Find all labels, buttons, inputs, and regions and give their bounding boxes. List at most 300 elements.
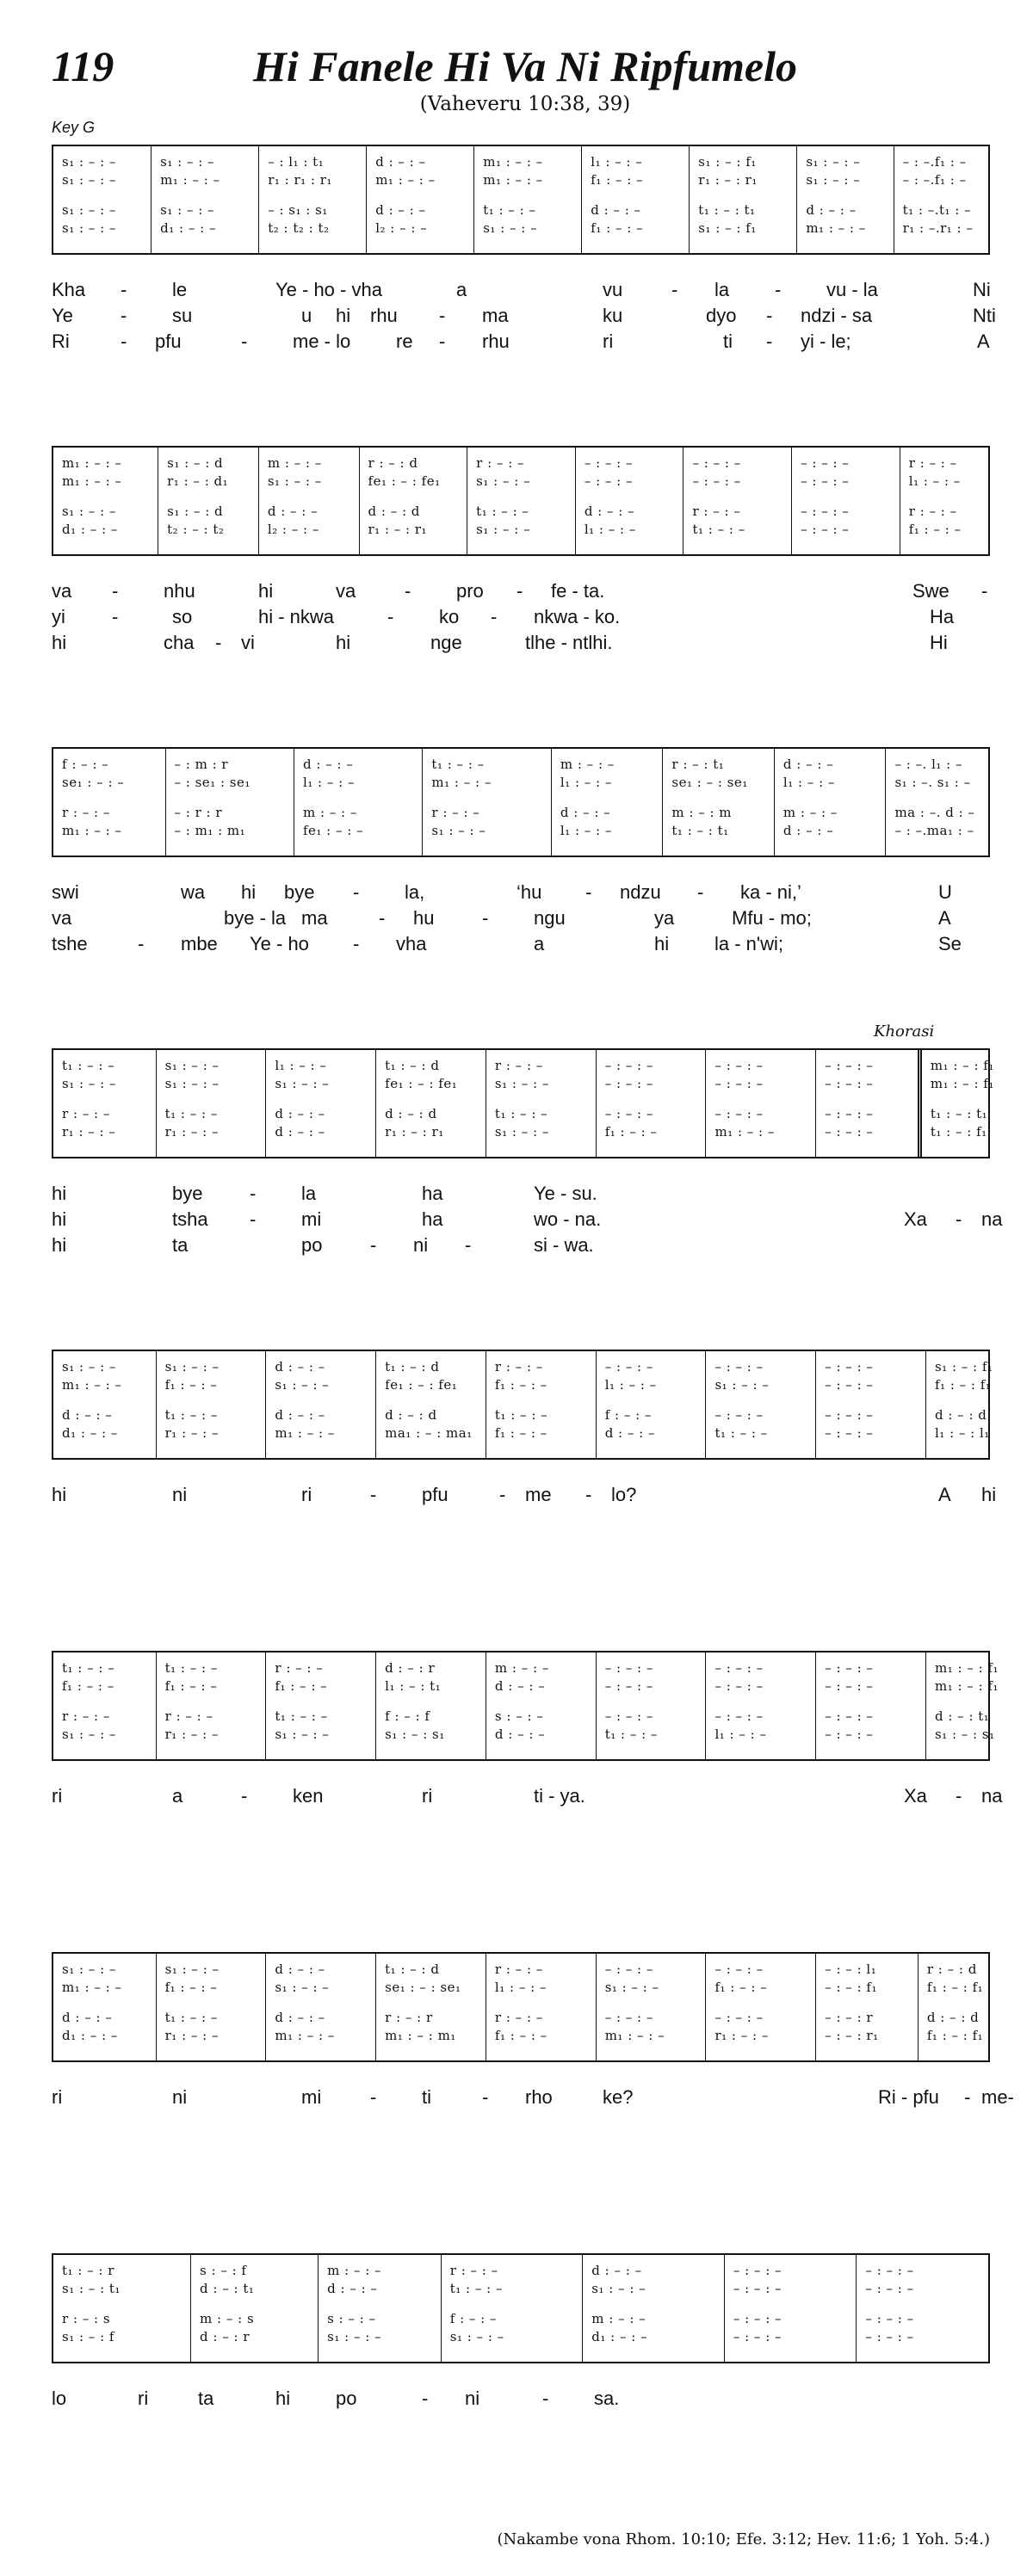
soprano-part: t₁ : – : – [164, 1660, 218, 1676]
lyric-syllable: ta [172, 1234, 189, 1256]
tenor-part: t₁ : – : – [164, 1106, 218, 1121]
soprano-part: m : – : – [327, 2263, 382, 2278]
lyric-syllable: lo [52, 2388, 67, 2409]
measure [156, 1050, 266, 1157]
lyric-syllable: va [336, 580, 356, 602]
alto-part: l₁ : – : – [560, 775, 612, 790]
tenor-part: f : – : – [449, 2311, 497, 2326]
tenor-part: r : – : s [62, 2311, 111, 2326]
measure [486, 1050, 596, 1157]
bass-part: m₁ : – : – [806, 220, 866, 236]
lyric-syllable: po [301, 1234, 323, 1256]
measure [596, 1954, 706, 2060]
lyric-syllable: Ye - su. [534, 1183, 597, 1204]
lyric-syllable: ha [422, 1208, 443, 1230]
lyric-syllable: ri [52, 1785, 63, 1807]
tenor-part: t₁ : – : – [164, 2010, 218, 2025]
measure [53, 146, 151, 253]
measure [486, 1652, 596, 1759]
tenor-part: f : – : – [604, 1407, 652, 1423]
lyric-syllable: Xa [904, 1208, 927, 1230]
bass-part: d : – : – [782, 823, 834, 838]
soprano-part: s₁ : – : – [62, 1359, 116, 1374]
bass-part: d₁ : – : – [62, 522, 118, 537]
soprano-part: – : – : – [714, 1961, 764, 1977]
soprano-part: s₁ : – : – [164, 1359, 220, 1374]
lyric-syllable: vu - la [826, 279, 878, 300]
bass-part: s₁ : – : f [62, 2329, 114, 2344]
lyric-syllable: - [422, 2388, 429, 2409]
soprano-part: s₁ : – : – [164, 1961, 220, 1977]
measure [596, 1050, 706, 1157]
lyric-syllable: mi [301, 1208, 322, 1230]
measure [705, 1050, 815, 1157]
lyric-syllable: hi [52, 1234, 67, 1256]
lyric-syllable: lo? [611, 1484, 637, 1505]
alto-part: s₁ : – : t₁ [62, 2281, 121, 2296]
alto-part: m₁ : – : – [62, 473, 122, 489]
tenor-part: – : – : – [604, 1708, 653, 1724]
lyric-syllable: me [525, 1484, 552, 1505]
soprano-part: m : – : – [560, 757, 615, 772]
lyric-syllable: Se [938, 933, 962, 954]
lyric-syllable: hi [654, 933, 670, 954]
lyric-syllable: dyo [706, 305, 737, 326]
measure [815, 1351, 925, 1458]
lyric-syllable: - [353, 881, 360, 903]
tenor-part: d : – : d [926, 2010, 980, 2025]
music-system [0, 2253, 1033, 2537]
lyric-syllable: - [585, 881, 592, 903]
alto-part: d : – : t₁ [200, 2281, 255, 2296]
bass-part: f₁ : – : – [591, 220, 644, 236]
hymn-header [0, 0, 1033, 138]
alto-part: l₁ : – : – [604, 1377, 657, 1393]
solfa-staff [52, 2253, 990, 2363]
alto-part: se₁ : – : – [62, 775, 125, 790]
measure [258, 448, 359, 554]
bass-part: t₁ : – : f₁ [930, 1124, 987, 1140]
lyric-syllable: - [499, 1484, 506, 1505]
bass-part: f₁ : – : – [908, 522, 962, 537]
lyric-syllable: Ri - pfu [878, 2086, 939, 2108]
lyric-syllable: - [121, 305, 127, 326]
soprano-part: r : – : d [368, 455, 418, 471]
tenor-part: d : – : – [560, 805, 611, 820]
lyric-syllable: - [387, 606, 394, 627]
tenor-part: r : – : – [908, 503, 957, 519]
bass-part: s₁ : – : – [494, 1124, 549, 1140]
alto-part: f₁ : – : – [494, 1377, 547, 1393]
measure [366, 146, 473, 253]
alto-part: – : – : – [584, 473, 633, 489]
soprano-part: s₁ : – : – [160, 154, 215, 170]
bass-part: f₁ : – : – [494, 2028, 547, 2043]
soprano-part: t₁ : – : r [62, 2263, 114, 2278]
tenor-part: d : – : – [275, 2010, 325, 2025]
bass-part: – : – : – [825, 1124, 874, 1140]
alto-part: m₁ : – : – [431, 775, 492, 790]
bass-part: m₁ : – : – [275, 2028, 335, 2043]
lyric-syllable: - [465, 1234, 472, 1256]
alto-part: l₁ : – : – [494, 1980, 547, 1995]
tenor-part: r : – : – [62, 1708, 110, 1724]
measure [258, 146, 366, 253]
solfa-staff [52, 1651, 999, 1761]
measure [925, 1652, 999, 1759]
tenor-part: d : – : – [584, 503, 635, 519]
measure [885, 749, 988, 856]
lyric-syllable: - [370, 2086, 377, 2108]
solfa-staff [52, 1952, 990, 2062]
bass-part: s₁ : – : f₁ [698, 220, 757, 236]
lyric-syllable: ku [603, 305, 623, 326]
alto-part: s₁ : – : – [275, 1980, 330, 1995]
lyric-syllable: - [542, 2388, 549, 2409]
lyric-syllable: ndzi - sa [801, 305, 873, 326]
alto-part: d : – : – [327, 2281, 378, 2296]
measure [774, 749, 886, 856]
alto-part: f₁ : – : – [164, 1678, 218, 1694]
alto-part: s₁ : – : – [806, 172, 861, 188]
bass-part: l₁ : – : – [714, 1727, 767, 1742]
lyric-syllable: bye - la [224, 907, 287, 929]
bass-part: f₁ : – : – [604, 1124, 658, 1140]
measure [190, 2255, 318, 2362]
lyric-syllable: ri [603, 330, 614, 352]
tenor-part: d : – : – [62, 1407, 113, 1423]
solfa-staff [52, 747, 990, 857]
bass-part: r₁ : – : – [164, 1124, 219, 1140]
soprano-part: m₁ : – : f₁ [934, 1660, 999, 1676]
bass-part: – : – : – [733, 2329, 782, 2344]
lyric-syllable: - [775, 279, 782, 300]
alto-part: – : – : – [604, 1678, 653, 1694]
bass-part: f₁ : – : – [494, 1425, 547, 1441]
lyric-syllable: hi [336, 305, 351, 326]
footer-references: (Nakambe vona Rhom. 10:10; Efe. 3:12; Hev. 11:6; 1 Yoh. 5:4.) [497, 2530, 990, 2548]
soprano-part: m₁ : – : f₁ [930, 1058, 994, 1073]
soprano-part: r : – : – [275, 1660, 324, 1676]
measure [683, 448, 791, 554]
tenor-part: d : – : d [385, 1106, 437, 1121]
bass-part: s₁ : – : – [449, 2329, 504, 2344]
measure [705, 1351, 815, 1458]
bass-part: l₁ : – : – [560, 823, 612, 838]
tenor-part: t₁ : – : t₁ [698, 202, 756, 218]
solfa-staff [52, 1350, 993, 1460]
music-system [0, 1022, 1033, 1332]
measure [422, 749, 550, 856]
soprano-part: r : – : – [494, 1058, 543, 1073]
measure [158, 448, 258, 554]
measure [375, 1351, 486, 1458]
measure [486, 1351, 596, 1458]
soprano-part: s₁ : – : – [164, 1058, 220, 1073]
music-system [0, 1651, 1033, 1935]
lyric-syllable: yi - le; [801, 330, 851, 352]
soprano-part: d : – : – [782, 757, 834, 772]
tenor-part: – : – : – [714, 1106, 764, 1121]
alto-part: f₁ : – : – [591, 172, 644, 188]
lyric-syllable: - [250, 1208, 257, 1230]
lyric-syllable: ngu [534, 907, 566, 929]
lyric-syllable: na [981, 1208, 1003, 1230]
lyric-syllable: - [370, 1234, 377, 1256]
alto-part: – : –.f₁ : – [902, 172, 967, 188]
lyric-syllable: tshe [52, 933, 88, 954]
alto-part: – : – : – [825, 1076, 874, 1091]
tenor-part: r : – : – [494, 2010, 543, 2025]
lyric-syllable: Hi [930, 632, 948, 653]
lyric-syllable: A [977, 330, 990, 352]
lyric-syllable: - [121, 330, 127, 352]
bass-part: – : – : – [801, 522, 850, 537]
lyric-syllable: hi [52, 1484, 67, 1505]
soprano-part: – : – : – [825, 1359, 874, 1374]
tenor-part: t₁ : –.t₁ : – [902, 202, 972, 218]
measure [53, 1954, 156, 2060]
alto-part: fe₁ : – : fe₁ [385, 1377, 458, 1393]
lyric-syllable: rho [525, 2086, 553, 2108]
tenor-part: – : – : – [714, 1708, 764, 1724]
music-system [0, 145, 1033, 429]
bass-part: l₂ : – : – [375, 220, 428, 236]
tenor-part: m : – : – [591, 2311, 646, 2326]
soprano-part: – : l₁ : t₁ [268, 154, 325, 170]
tenor-part: s₁ : – : – [160, 202, 215, 218]
lyric-syllable: tsha [172, 1208, 208, 1230]
lyric-syllable: va [52, 580, 72, 602]
lyric-syllable: ri [422, 1785, 433, 1807]
alto-part: s₁ : – : – [275, 1076, 330, 1091]
tenor-part: – : – : – [604, 2010, 653, 2025]
tenor-part: t₁ : – : – [164, 1407, 218, 1423]
tenor-part: – : – : r [825, 2010, 874, 2025]
measure [473, 146, 581, 253]
soprano-part: – : – : – [604, 1058, 653, 1073]
soprano-part: – : – : – [604, 1359, 653, 1374]
lyric-syllable: ri [301, 1484, 312, 1505]
measure [375, 1050, 486, 1157]
alto-part: f₁ : – : – [164, 1377, 218, 1393]
lyric-syllable: ma [301, 907, 328, 929]
bass-part: s₁ : – : s₁ [385, 1727, 445, 1742]
measure [815, 1652, 925, 1759]
soprano-part: m : – : – [494, 1660, 549, 1676]
lyric-syllable: ti [723, 330, 733, 352]
lyric-syllable: - [585, 1484, 592, 1505]
bass-part: d₁ : – : – [62, 1425, 118, 1441]
lyric-syllable: ma [482, 305, 509, 326]
alto-part: – : – : – [825, 1377, 874, 1393]
alto-part: r₁ : – : d₁ [167, 473, 229, 489]
alto-part: s₁ : – : – [62, 172, 116, 188]
measure [705, 1652, 815, 1759]
alto-part: l₁ : – : – [782, 775, 835, 790]
soprano-part: m : – : – [267, 455, 322, 471]
measure [724, 2255, 857, 2362]
tenor-part: s : – : – [327, 2311, 376, 2326]
alto-part: r₁ : – : r₁ [698, 172, 758, 188]
lyric-syllable: na [981, 1785, 1003, 1807]
lyric-syllable: pro [456, 580, 484, 602]
tenor-part: r : – : – [62, 805, 110, 820]
soprano-part: t₁ : – : d [385, 1058, 440, 1073]
bass-part: ma₁ : – : ma₁ [385, 1425, 473, 1441]
tenor-part: d : – : – [267, 503, 319, 519]
tenor-part: r : – : – [431, 805, 480, 820]
alto-part: – : – : – [692, 473, 741, 489]
soprano-part: s₁ : – : d [167, 455, 224, 471]
lyric-syllable: - [112, 606, 119, 627]
alto-part: m₁ : – : f₁ [934, 1678, 999, 1694]
lyric-syllable: hi [336, 632, 351, 653]
lyric-syllable: - [697, 881, 704, 903]
lyric-syllable: - [766, 305, 773, 326]
soprano-part: – : – : l₁ [825, 1961, 877, 1977]
bass-part: d : – : – [604, 1425, 655, 1441]
music-system [0, 1350, 1033, 1634]
lyric-syllable: hi [52, 632, 67, 653]
lyric-syllable: a [534, 933, 545, 954]
measure [265, 1351, 375, 1458]
lyric-syllable: vi [241, 632, 255, 653]
measure [265, 1954, 375, 2060]
lyric-syllable: cha [164, 632, 195, 653]
lyric-syllable: hu [413, 907, 435, 929]
lyric-syllable: - [766, 330, 773, 352]
tenor-part: ma : –. d : – [894, 805, 975, 820]
alto-part: s₁ : – : – [275, 1377, 330, 1393]
music-system [0, 446, 1033, 730]
lyric-syllable: ndzu [620, 881, 661, 903]
lyric-syllable: - [370, 1484, 377, 1505]
bass-part: t₁ : – : – [692, 522, 745, 537]
soprano-part: r : – : – [476, 455, 525, 471]
soprano-part: – : – : – [584, 455, 633, 471]
lyric-syllable: Xa [904, 1785, 927, 1807]
lyric-syllable: ni [172, 2086, 188, 2108]
tenor-part: – : – : – [733, 2311, 782, 2326]
lyric-syllable: la [301, 1183, 317, 1204]
lyric-syllable: A [938, 907, 951, 929]
tenor-part: – : – : – [801, 503, 850, 519]
bass-part: l₁ : – : l₁ [934, 1425, 990, 1441]
bass-part: s₁ : – : – [476, 522, 531, 537]
bass-part: d : – : – [494, 1727, 546, 1742]
solfa-staff [52, 446, 990, 556]
bass-part: d₁ : – : – [160, 220, 216, 236]
measure [265, 1050, 375, 1157]
measure [894, 146, 988, 253]
bass-part: t₁ : – : – [714, 1425, 768, 1441]
bass-part: d : – : – [275, 1124, 325, 1140]
soprano-part: – : –. l₁ : – [894, 757, 962, 772]
lyric-syllable: - [112, 580, 119, 602]
tenor-part: m : – : – [302, 805, 357, 820]
tenor-part: t₁ : – : – [494, 1106, 548, 1121]
lyric-syllable: swi [52, 881, 79, 903]
tenor-part: s₁ : – : – [62, 503, 116, 519]
soprano-part: l₁ : – : – [275, 1058, 327, 1073]
soprano-part: t₁ : – : d [385, 1961, 440, 1977]
bass-part: d₁ : – : – [591, 2329, 648, 2344]
lyric-syllable: - [516, 580, 523, 602]
alto-part: fe₁ : – : fe₁ [385, 1076, 458, 1091]
soprano-part: r : – : t₁ [671, 757, 725, 772]
scripture-reference: (Vaheveru 10:38, 39) [419, 93, 631, 115]
bass-part: r₁ : – : – [164, 1425, 219, 1441]
measure [156, 1954, 266, 2060]
lyric-syllable: ha [422, 1183, 443, 1204]
tenor-part: d : – : d [934, 1407, 987, 1423]
lyric-syllable: - [439, 305, 446, 326]
alto-part: s₁ : – : – [164, 1076, 220, 1091]
alto-part: f₁ : – : – [62, 1678, 114, 1694]
lyric-syllable: - [138, 933, 145, 954]
measure [925, 1351, 993, 1458]
measure [582, 2255, 724, 2362]
tenor-part: r : – : – [62, 1106, 110, 1121]
lyric-syllable: ti - ya. [534, 1785, 585, 1807]
lyric-syllable: Nti [973, 305, 996, 326]
alto-part: f₁ : – : – [164, 1980, 218, 1995]
lyric-syllable: - [956, 1208, 962, 1230]
soprano-part: – : – : – [714, 1660, 764, 1676]
alto-part: f₁ : – : f₁ [926, 1980, 984, 1995]
soprano-part: d : – : – [591, 2263, 642, 2278]
bass-part: t₁ : – : t₁ [671, 823, 729, 838]
bass-part: t₁ : – : – [604, 1727, 658, 1742]
lyric-syllable: rhu [482, 330, 510, 352]
measure [705, 1954, 815, 2060]
lyric-syllable: nhu [164, 580, 195, 602]
bass-part: – : m₁ : m₁ [174, 823, 246, 838]
lyric-syllable: - [439, 330, 446, 352]
tenor-part: d : – : – [591, 202, 641, 218]
lyric-syllable: ‘hu [516, 881, 542, 903]
soprano-part: l₁ : – : – [591, 154, 643, 170]
lyric-syllable: Ri [52, 330, 70, 352]
lyric-syllable: - [405, 580, 411, 602]
lyric-syllable: pfu [155, 330, 182, 352]
bass-part: r₁ : –.r₁ : – [902, 220, 974, 236]
measure [156, 1652, 266, 1759]
lyric-syllable: Ye - ho - vha [275, 279, 382, 300]
tenor-part: r : – : – [164, 1708, 213, 1724]
bass-part: r₁ : – : r₁ [385, 1124, 444, 1140]
measure [53, 448, 158, 554]
measure [53, 749, 165, 856]
soprano-part: – : – : – [801, 455, 850, 471]
soprano-part: – : – : – [692, 455, 741, 471]
lyric-syllable: mbe [181, 933, 218, 954]
lyric-syllable: - [121, 279, 127, 300]
measure [551, 749, 663, 856]
lyric-syllable: ni [465, 2388, 480, 2409]
tenor-part: – : – : – [825, 1708, 874, 1724]
tenor-part: d : – : – [275, 1106, 325, 1121]
measure [53, 1351, 156, 1458]
lyric-syllable: - [353, 933, 360, 954]
lyric-syllable: - [956, 1785, 962, 1807]
tenor-part: m : – : s [200, 2311, 255, 2326]
tenor-part: d : – : d [385, 1407, 437, 1423]
lyric-syllable: me - lo [293, 330, 351, 352]
lyric-syllable: so [172, 606, 193, 627]
measure [151, 146, 258, 253]
